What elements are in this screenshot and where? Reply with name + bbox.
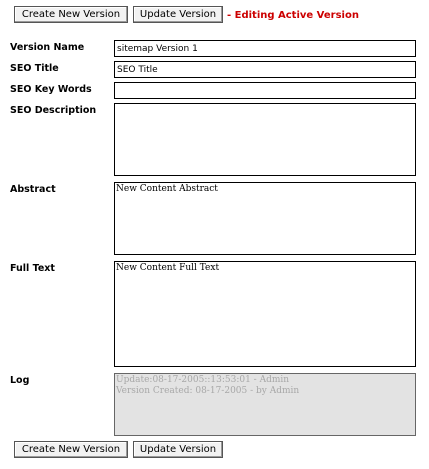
full-text-textarea[interactable] [114,261,416,367]
editing-status-text: - Editing Active Version [227,10,359,21]
seo-title-input[interactable] [114,61,416,78]
seo-description-textarea[interactable] [114,103,416,176]
create-new-version-button-bottom[interactable]: Create New Version [14,441,128,458]
update-version-button-bottom[interactable]: Update Version [133,441,223,458]
log-textarea [114,373,416,436]
full-text-label: Full Text [10,263,55,274]
version-name-input[interactable] [114,40,416,57]
seo-title-label: SEO Title [10,63,59,74]
update-version-button[interactable]: Update Version [133,6,223,23]
seo-keywords-input[interactable] [114,82,416,99]
abstract-textarea[interactable] [114,182,416,255]
log-label: Log [10,375,30,386]
seo-description-label: SEO Description [10,105,97,116]
version-name-label: Version Name [10,42,85,53]
seo-keywords-label: SEO Key Words [10,84,92,95]
create-new-version-button[interactable]: Create New Version [14,6,128,23]
abstract-label: Abstract [10,184,56,195]
